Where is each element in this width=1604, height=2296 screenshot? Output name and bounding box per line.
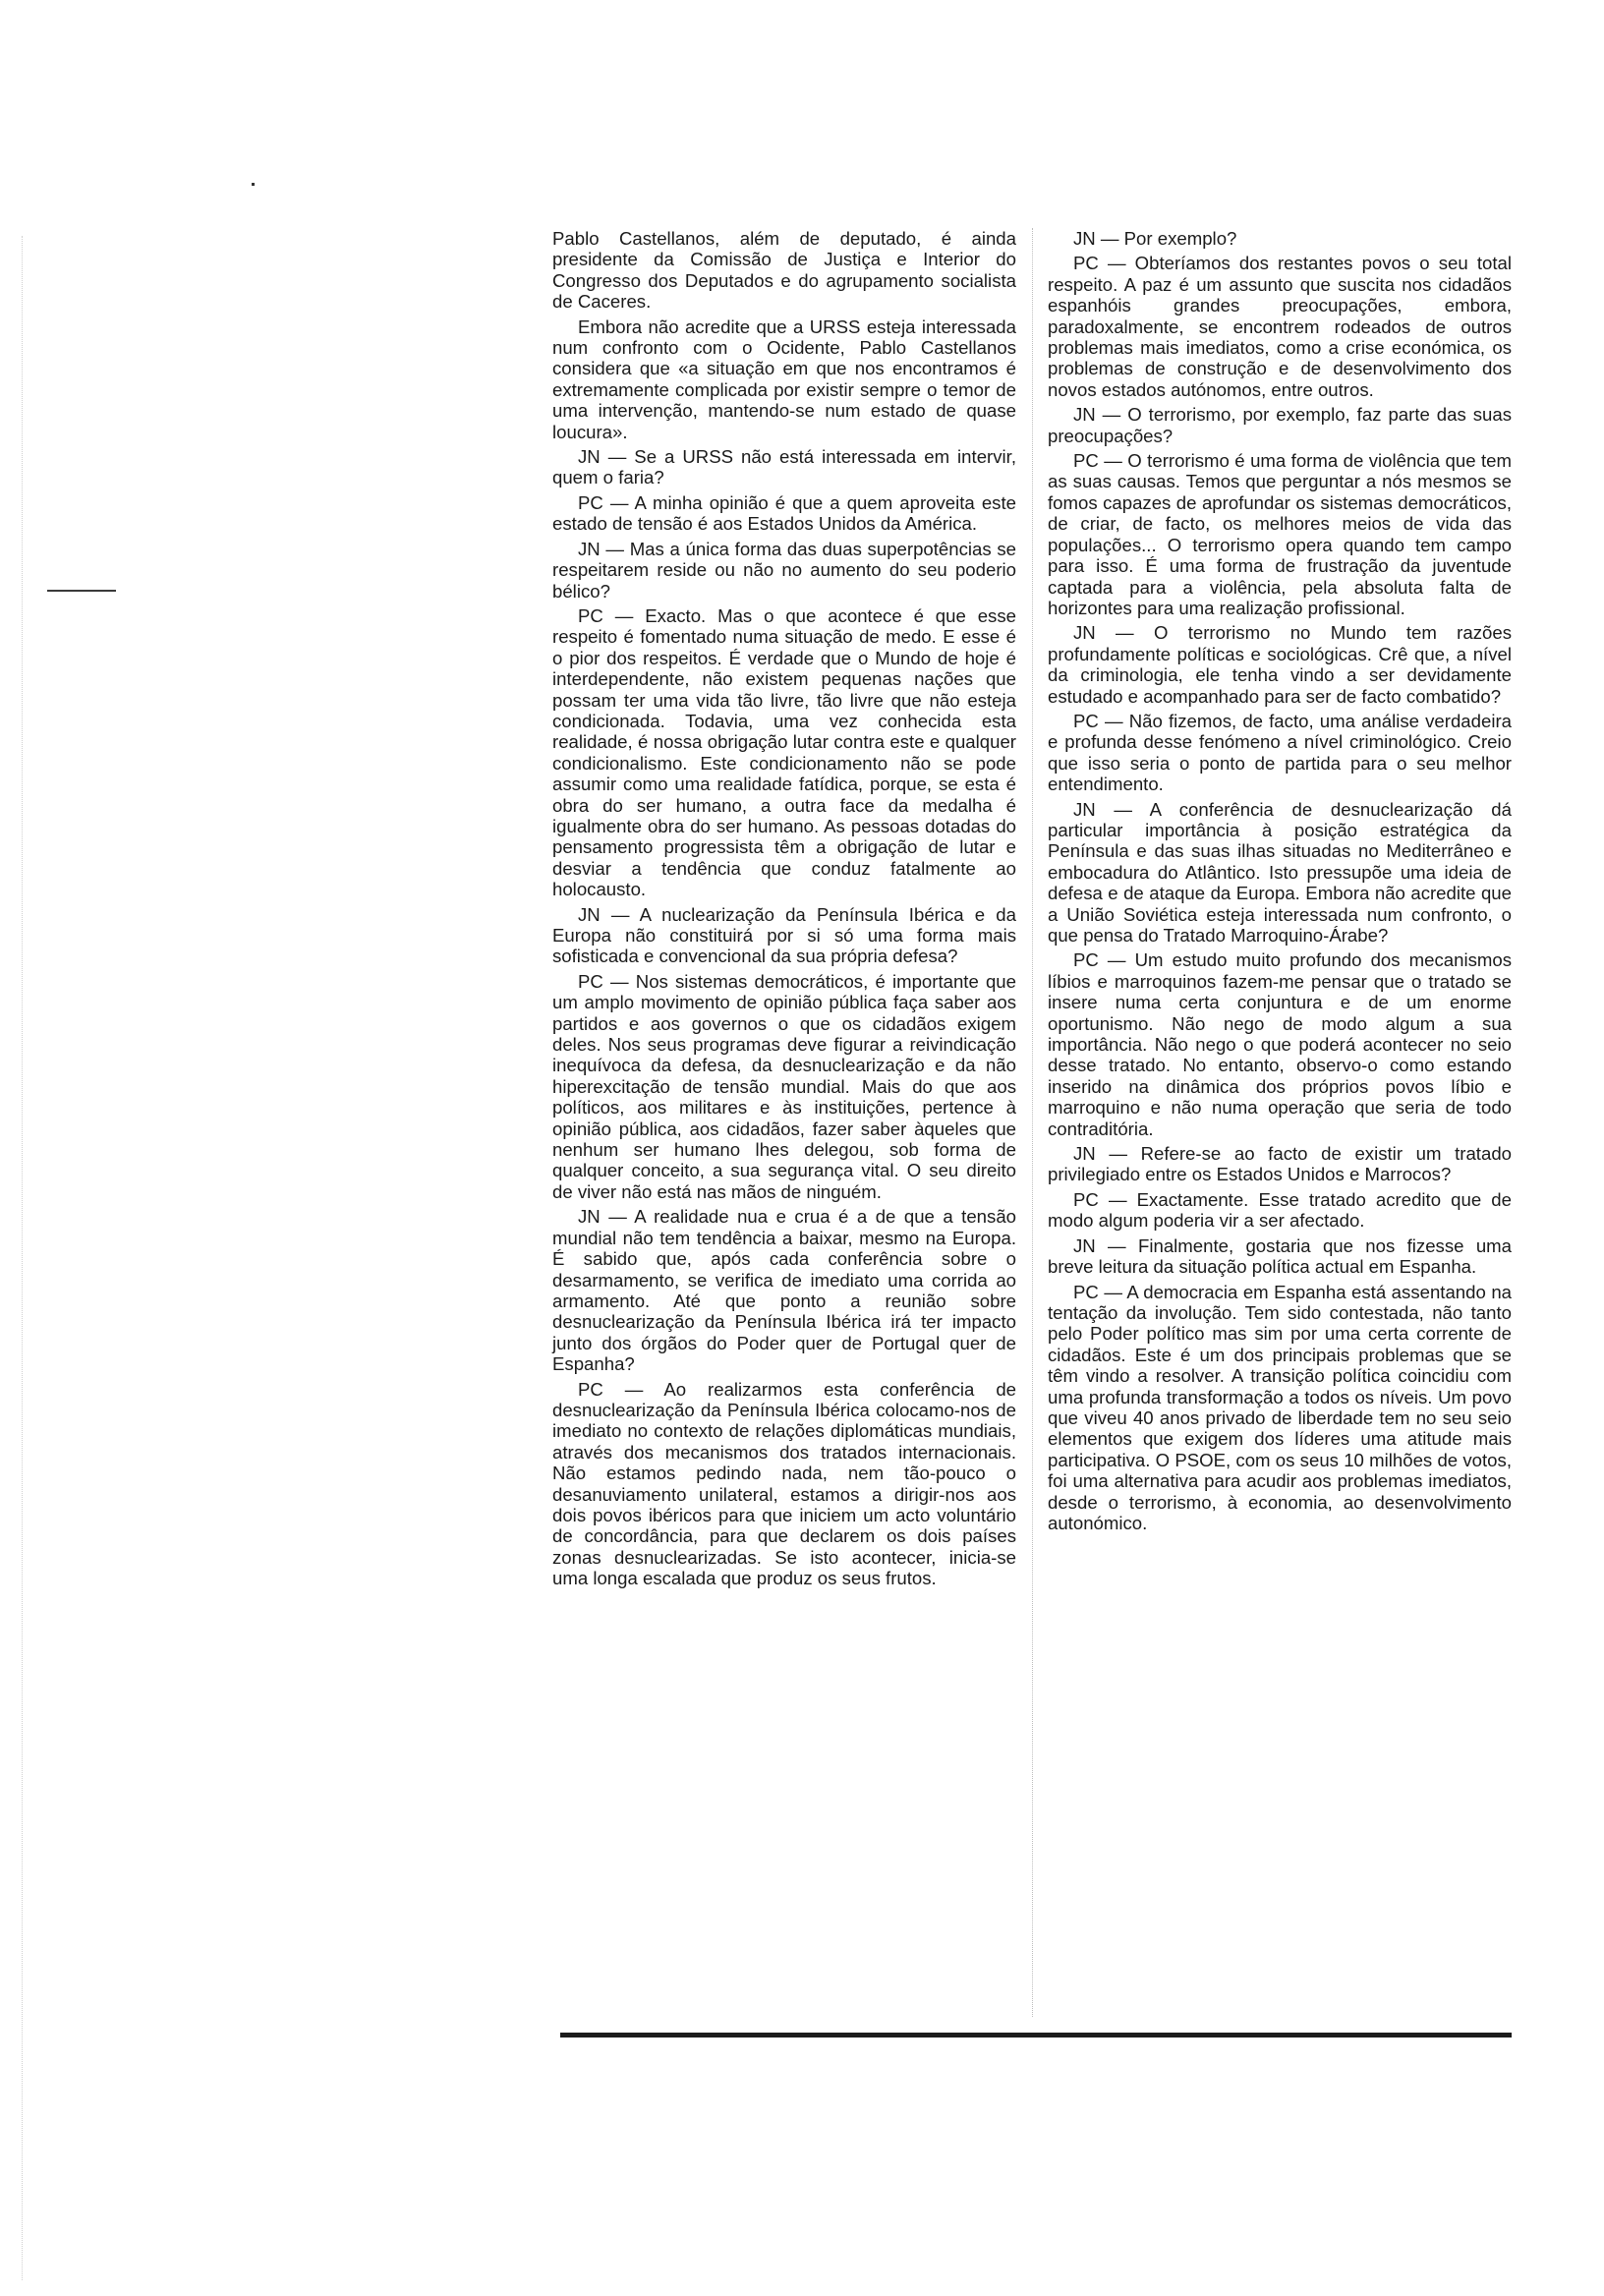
paragraph: Embora não acredite que a URSS esteja interessada num confronto com o Ocidente, Pablo Castellanos considera que «a situação em que nos encontramos é extremamente complicada por existir sempre o temor de uma intervenção, mantendo-se num estado de quase loucura». xyxy=(552,316,1016,442)
margin-mark xyxy=(47,590,116,592)
paragraph: PC — A minha opinião é que a quem aproveita este estado de tensão é aos Estados Unidos da América. xyxy=(552,491,1016,535)
paragraph: PC — Obteríamos dos restantes povos o seu total respeito. A paz é um assunto que suscita nos cidadãos espanhóis grandes preocupações, embora, paradoxalmente, se encontrem rodeados de outros problemas mais imediatos, como a crise económica, os problemas de construção e de desenvolvimento dos novos estados autónomos, entre outros. xyxy=(1048,253,1512,400)
paragraph: JN — Por exemplo? xyxy=(1073,228,1237,249)
paragraph: PC — Ao realizarmos esta conferência de desnuclearização da Península Ibérica colocamo-nos de imediato no contexto de relações diplomáticas mundiais, através dos mecanismos dos tratados internacionais. Não estamos pedindo nada, nem tão-pouco o desanuviamento unilateral, estamos a dirigir-nos aos dois povos ibéricos para que iniciem um acto voluntário de concordância, para que declarem os dois países zonas desnuclearizadas. Se isto acontecer, inicia-se uma longa escalada que produz os seus frutos. xyxy=(552,1378,1016,1589)
paragraph: PC — Nos sistemas democráticos, é importante que um amplo movimento de opinião pública faça saber aos partidos e aos governos o que os cidadãos exigem deles. Nos seus programas deve figurar a reivindicação inequívoca da defesa, da desnuclearização e da não hiperexcitação de tensão mundial. Mais do que aos políticos, aos militares e às instituições, pertence à opinião pública, aos cidadãos, fazer saber àqueles que nenhum ser humano lhes delegou, sob forma de qualquer conceito, a sua segurança vital. O seu direito de viver não está nas mãos de ninguém. xyxy=(552,970,1016,1202)
article-column-right xyxy=(1048,228,1512,1537)
paragraph: JN — A realidade nua e crua é a de que a tensão mundial não tem tendência a baixar, mesmo na Europa. É sabido que, após cada conferência sobre o desarmamento, se verifica de imediato uma corrida ao armamento. Até que ponto a reunião sobre desnuclearização da Península Ibérica irá ter impacto junto dos órgãos do Poder quer de Portugal quer de Espanha? xyxy=(552,1206,1016,1375)
binding-edge xyxy=(22,236,23,2280)
paragraph: PC — Exactamente. Esse tratado acredito que de modo algum poderia vir a ser afectado. xyxy=(1048,1188,1512,1232)
paragraph: PC — Exacto. Mas o que acontece é que esse respeito é fomentado numa situação de medo. E esse é o pior dos respeitos. É verdade que o Mundo de hoje é interdependente, não existem pequenas nações que possam ter uma vida tão livre, tão livre que não esteja condicionada. Todavia, uma vez conhecida esta realidade, é nossa obrigação lutar contra este e qualquer condicionalismo. Este condicionamento não se pode assumir como uma realidade fatídica, porque, se esta é obra do ser humano, a outra face da medalha é igualmente obra do ser humano. As pessoas dotadas do pensamento progressista têm a obrigação de lutar e desviar a tendência que conduz fatalmente ao holocausto. xyxy=(552,604,1016,900)
paragraph: JN — O terrorismo no Mundo tem razões profundamente políticas e sociológicas. Crê que, a nível da criminologia, ele tenha vindo a ser devidamente estudado e acompanhado para ser de facto combatido? xyxy=(1048,622,1512,707)
paragraph: PC — Um estudo muito profundo dos mecanismos líbios e marroquinos fazem-me pensar que o tratado se insere numa certa conjuntura e de um enorme oportunismo. Não nego de modo algum a sua importância. Não nego o que poderá acontecer no seio desse tratado. No entanto, observo-o como estando inserido na dinâmica dos próprios povos líbio e marroquino e não numa operação que seria de todo contraditória. xyxy=(1048,949,1512,1139)
paragraph: JN — Se a URSS não está interessada em intervir, quem o faria? xyxy=(552,446,1016,488)
paragraph: PC — O terrorismo é uma forma de violência que tem as suas causas. Temos que perguntar a nós mesmos se fomos capazes de aprofundar os sistemas democráticos, de criar, de facto, os melhores meios de vida das populações... O terrorismo opera quando tem campo para isso. É uma forma de frustração da juventude captada para a violência, pela absoluta falta de horizontes para uma realização profissional. xyxy=(1048,450,1512,618)
article-end-rule xyxy=(560,2033,1512,2038)
article-column-left xyxy=(552,228,1016,1593)
scan-speck xyxy=(252,183,255,186)
paragraph: PC — A democracia em Espanha está assentando na tentação da involução. Tem sido contestada, não tanto pelo Poder político mas sim por uma certa corrente de cidadãos. Este é um dos principais problemas que se têm vindo a resolver. A transição política coincidiu com uma profunda transformação a todos os níveis. Um povo que viveu 40 anos privado de liberdade tem no seu seio elementos que exigem dos líderes uma atitude mais participativa. O PSOE, com os seus 10 milhões de votos, foi uma alternativa para acudir aos problemas imediatos, desde o terrorismo, à economia, ao desenvolvimento autonómico. xyxy=(1048,1281,1512,1533)
paragraph: PC — Não fizemos, de facto, uma análise verdadeira e profunda desse fenómeno a nível criminológico. Creio que isso seria o ponto de partida para o seu melhor entendimento. xyxy=(1048,710,1512,795)
paragraph: JN — Finalmente, gostaria que nos fizesse uma breve leitura da situação política actual em Espanha. xyxy=(1048,1234,1512,1278)
column-divider xyxy=(1032,228,1033,2017)
paragraph: JN — A nuclearização da Península Ibérica e da Europa não constituirá por si só uma forma mais sofisticada e convencional da sua própria defesa? xyxy=(552,903,1016,967)
paragraph: Pablo Castellanos, além de deputado, é ainda presidente da Comissão de Justiça e Interior do Congresso dos Deputados e do agrupamento socialista de Caceres. xyxy=(552,228,1016,313)
paragraph: JN — Mas a única forma das duas superpotências se respeitarem reside ou não no aumento do seu poderio bélico? xyxy=(552,538,1016,602)
paragraph: JN — A conferência de desnuclearização dá particular importância à posição estratégica da Península e das suas ilhas situadas no Mediterrâneo e embocadura do Atlântico. Isto pressupõe uma ideia de defesa e de ataque da Europa. Embora não acredite que a União Soviética esteja interessada num confronto, o que pensa do Tratado Marroquino-Árabe? xyxy=(1048,798,1512,946)
paragraph: JN — O terrorismo, por exemplo, faz parte das suas preocupações? xyxy=(1048,404,1512,446)
paragraph: JN — Refere-se ao facto de existir um tratado privilegiado entre os Estados Unidos e Marrocos? xyxy=(1048,1143,1512,1185)
